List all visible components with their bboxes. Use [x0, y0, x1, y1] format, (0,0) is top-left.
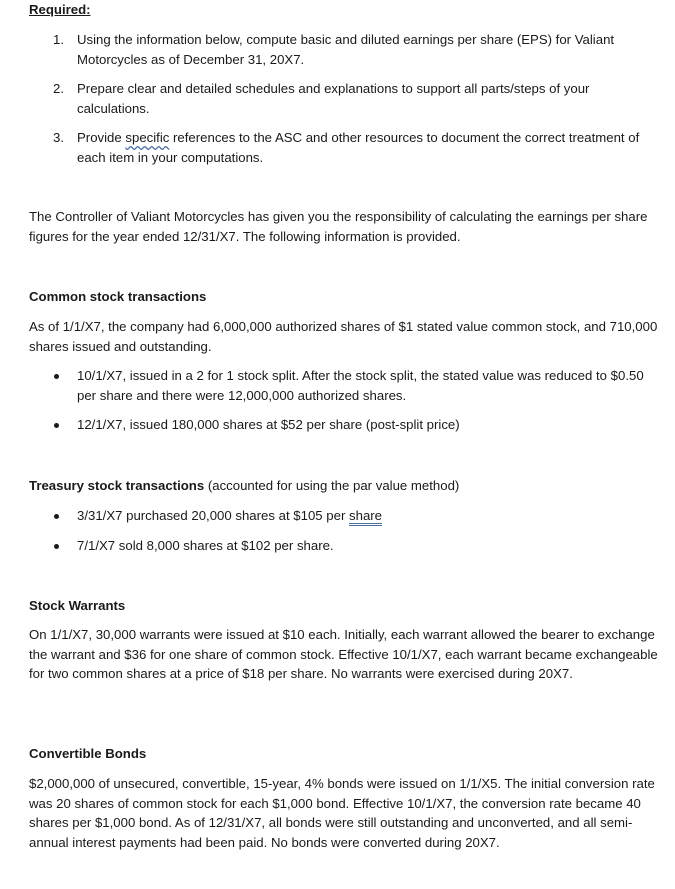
treasury-heading: Treasury stock transactions	[29, 478, 205, 493]
step-text-after: references to the ASC and other resources to document the correct treatment of each item in your computations.	[77, 130, 640, 165]
treasury-heading-note: (accounted for using the par value method)	[204, 478, 460, 493]
list-item	[29, 506, 659, 526]
bonds-heading: Convertible Bonds	[29, 746, 147, 761]
required-step-1	[29, 30, 659, 69]
warrants-paragraph: On 1/1/X7, 30,000 warrants were issued at $10 each. Initially, each warrant allowed the bearer to exchange the warrant and $36 for one share of common stock. Effective 10/1/X7, each warrant became exchangeable for two common shares at a price of $18 per share. No warrants were exercised during 20X7.	[29, 627, 658, 681]
treasury-bullets	[29, 506, 659, 565]
required-steps-list	[29, 30, 659, 177]
bullet-icon	[54, 374, 59, 379]
step-number: 2.	[53, 81, 64, 96]
bullet-text: 3/31/X7 purchased 20,000 shares at $105 per	[77, 508, 350, 523]
bullet-text: 7/1/X7 sold 8,000 shares at $102 per share.	[77, 537, 334, 553]
bullet-icon	[54, 544, 59, 549]
step-text: Prepare clear and detailed schedules and explanations to support all parts/steps of your calculations.	[77, 81, 590, 116]
warrants-heading: Stock Warrants	[29, 598, 126, 613]
bullet-icon	[54, 423, 59, 428]
step-text: Using the information below, compute basic and diluted earnings per share (EPS) for Valiant Motorcycles as of December 31, 20X7.	[77, 32, 615, 67]
list-item	[29, 536, 659, 556]
bullet-icon	[54, 514, 59, 519]
spelling-marked-word: specific	[125, 130, 170, 145]
step-number: 1.	[53, 32, 64, 47]
bullet-text: 10/1/X7, issued in a 2 for 1 stock split. After the stock split, the stated value was reduced to $0.50 per share and there were 12,000,000 authorized shares.	[77, 368, 644, 403]
step-text-before: Provide	[77, 130, 126, 145]
common-stock-heading: Common stock transactions	[29, 289, 207, 304]
list-item	[29, 415, 659, 435]
common-stock-bullets	[29, 366, 659, 445]
list-item	[29, 366, 659, 405]
required-heading: Required:	[29, 2, 91, 17]
bullet-text: 12/1/X7, issued 180,000 shares at $52 per share (post-split price)	[77, 417, 460, 432]
required-step-3	[29, 128, 659, 167]
step-number: 3.	[53, 130, 64, 145]
intro-paragraph: The Controller of Valiant Motorcycles has given you the responsibility of calculating the earnings per share figures for the year ended 12/31/X7. The following information is provided.	[29, 209, 648, 244]
bonds-paragraph: $2,000,000 of unsecured, convertible, 15-year, 4% bonds were issued on 1/1/X5. The initial conversion rate was 20 shares of common stock for each $1,000 bond. Effective 10/1/X7, the conversion rate became 40 shares per $1,000 bond. As of 12/31/X7, all bonds were still outstanding and unconverted, and all semi-annual interest payments had been paid. No bonds were converted during 20X7.	[29, 776, 655, 850]
grammar-marked-word: share	[349, 508, 383, 523]
required-step-2	[29, 79, 659, 118]
common-stock-paragraph: As of 1/1/X7, the company had 6,000,000 authorized shares of $1 stated value common stock, and 710,000 shares issued and outstanding.	[29, 319, 658, 354]
treasury-heading-line	[29, 476, 659, 496]
